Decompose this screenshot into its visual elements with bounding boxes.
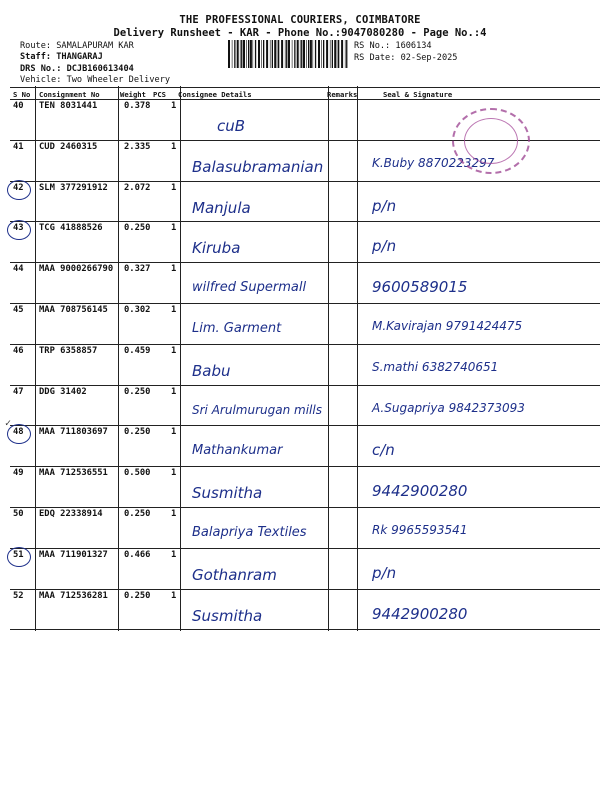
row-consignee-handwritten: Susmitha: [192, 606, 263, 625]
row-weight: 2.335: [124, 141, 151, 152]
col-header-consignee: Consignee Details: [178, 90, 252, 99]
row-weight: 0.378: [124, 101, 151, 111]
row-weight: 0.466: [124, 549, 151, 560]
row-sno: 44: [13, 264, 24, 275]
row-consignment-no: CUD 2460315: [39, 141, 98, 152]
row-divider: [10, 303, 600, 304]
row-weight: 0.302: [124, 305, 151, 315]
col-divider-1: [35, 86, 36, 631]
row-divider: [10, 507, 600, 508]
row-pcs: 1: [171, 223, 177, 234]
row-pcs: 1: [171, 427, 177, 438]
rs-date: RS Date: 02-Sep-2025: [354, 53, 458, 63]
barcode-image: [228, 40, 350, 68]
col-header-sno: S No: [13, 90, 31, 99]
drs-number: DRS No.: DCJB160613404: [20, 64, 134, 74]
row-pcs: 1: [171, 549, 177, 560]
row-consignment-no: MAA 711901327: [39, 549, 108, 560]
row-sno: 51: [13, 549, 24, 560]
row-signature-handwritten: 9600589015: [372, 278, 468, 297]
col-divider-2: [118, 86, 119, 631]
col-divider-5: [357, 86, 358, 631]
row-consignment-no: SLM 377291912: [39, 182, 108, 193]
header-bottom-rule: [10, 99, 600, 100]
row-consignment-no: TRP 6358857: [39, 345, 98, 356]
row-signature-handwritten: S.mathi 6382740651: [372, 359, 499, 374]
row-signature-handwritten: p/n: [372, 196, 397, 215]
row-consignment-no: EDQ 22338914: [39, 509, 103, 519]
rs-number: RS No.: 1606134: [354, 41, 432, 51]
row-signature-handwritten: c/n: [372, 441, 395, 460]
row-weight: 0.250: [124, 590, 151, 601]
row-pcs: 1: [171, 509, 177, 519]
row-weight: 0.459: [124, 345, 151, 356]
row-weight: 0.250: [124, 223, 151, 234]
row-consignment-no: MAA 712536551: [39, 468, 108, 479]
row-consignee-handwritten: Sri Arulmurugan mills: [192, 402, 322, 417]
row-consignment-no: MAA 708756145: [39, 305, 108, 315]
row-signature-handwritten: Rk 9965593541: [372, 523, 468, 537]
row-sno: 46: [13, 345, 24, 356]
row-weight: 0.250: [124, 386, 151, 397]
col-header-pcs: PCS: [153, 90, 166, 99]
row-divider: [10, 629, 600, 630]
row-consignee-handwritten: Manjula: [192, 198, 251, 217]
row-divider: [10, 589, 600, 590]
row-consignee-handwritten: Babu: [192, 361, 231, 380]
row-consignee-handwritten: Gothanram: [192, 565, 277, 584]
header-top-rule: [10, 87, 600, 88]
row-consignment-no: TEN 8031441: [39, 101, 98, 111]
row-divider: [10, 344, 600, 345]
row-consignment-no: DDG 31402: [39, 386, 87, 397]
row-divider: [10, 466, 600, 467]
row-pcs: 1: [171, 345, 177, 356]
row-consignment-no: TCG 41888526: [39, 223, 103, 234]
row-pcs: 1: [171, 305, 177, 315]
row-divider: [10, 262, 600, 263]
row-weight: 0.250: [124, 427, 151, 438]
row-weight: 0.327: [124, 264, 151, 275]
row-divider: [10, 221, 600, 222]
runsheet-subtitle: Delivery Runsheet - KAR - Phone No.:9047080280 - Page No.:4: [113, 27, 487, 39]
row-pcs: 1: [171, 590, 177, 601]
col-header-seal: Seal & Signature: [383, 90, 453, 99]
row-sno: 47: [13, 386, 24, 397]
staff-label: Staff: THANGARAJ: [20, 52, 103, 62]
row-pcs: 1: [171, 264, 177, 275]
row-divider: [10, 548, 600, 549]
row-pcs: 1: [171, 101, 177, 111]
row-signature-handwritten: 9442900280: [372, 482, 468, 501]
row-signature-handwritten: p/n: [372, 563, 397, 582]
row-sno: 41: [13, 141, 24, 152]
row-pcs: 1: [171, 386, 177, 397]
row-consignee-handwritten: Mathankumar: [192, 443, 283, 459]
margin-tick: ✓: [5, 418, 12, 429]
row-weight: 0.500: [124, 468, 151, 479]
row-signature-handwritten: M.Kavirajan 9791424475: [372, 319, 523, 333]
row-consignment-no: MAA 9000266790: [39, 264, 114, 275]
row-consignment-no: MAA 712536281: [39, 590, 108, 601]
row-weight: 2.072: [124, 182, 151, 193]
row-consignee-handwritten: cuB: [217, 117, 246, 135]
row-consignee-handwritten: Kiruba: [192, 239, 241, 258]
row-pcs: 1: [171, 141, 177, 152]
row-sno: 50: [13, 509, 24, 519]
row-sno: 49: [13, 468, 24, 479]
row-signature-handwritten: p/n: [372, 237, 397, 256]
row-divider: [10, 385, 600, 386]
row-sno: 40: [13, 101, 24, 111]
col-header-remarks: Remarks: [327, 90, 358, 99]
row-sno: 48: [13, 427, 24, 438]
row-sno: 43: [13, 223, 24, 234]
row-consignee-handwritten: Balapriya Textiles: [192, 525, 307, 540]
row-sno: 45: [13, 305, 24, 315]
col-header-weight: Weight: [120, 90, 146, 99]
row-consignee-handwritten: Susmitha: [192, 484, 263, 503]
row-sno: 42: [13, 182, 24, 193]
row-divider: [10, 425, 600, 426]
row-divider: [10, 181, 600, 182]
row-sno: 52: [13, 590, 24, 601]
vehicle-label: Vehicle: Two Wheeler Delivery: [20, 75, 171, 85]
col-divider-4: [328, 86, 329, 631]
row-signature-handwritten: 9442900280: [372, 604, 468, 623]
postal-seal-stamp: [452, 108, 530, 174]
row-signature-handwritten: K.Buby 8870223297: [372, 155, 495, 170]
runsheet-title: THE PROFESSIONAL COURIERS, COIMBATORE: [179, 14, 421, 26]
row-pcs: 1: [171, 182, 177, 193]
col-header-consignment: Consignment No: [39, 90, 100, 99]
row-consignee-handwritten: Balasubramanian: [192, 157, 324, 176]
row-signature-handwritten: A.Sugapriya 9842373093: [372, 400, 525, 415]
row-weight: 0.250: [124, 509, 151, 519]
row-consignee-handwritten: wilfred Supermall: [192, 280, 307, 296]
row-pcs: 1: [171, 468, 177, 479]
route-label: Route: SAMALAPURAM KAR: [20, 41, 134, 51]
row-consignment-no: MAA 711803697: [39, 427, 108, 438]
row-consignee-handwritten: Lim. Garment: [192, 321, 282, 336]
col-divider-3: [180, 86, 181, 631]
